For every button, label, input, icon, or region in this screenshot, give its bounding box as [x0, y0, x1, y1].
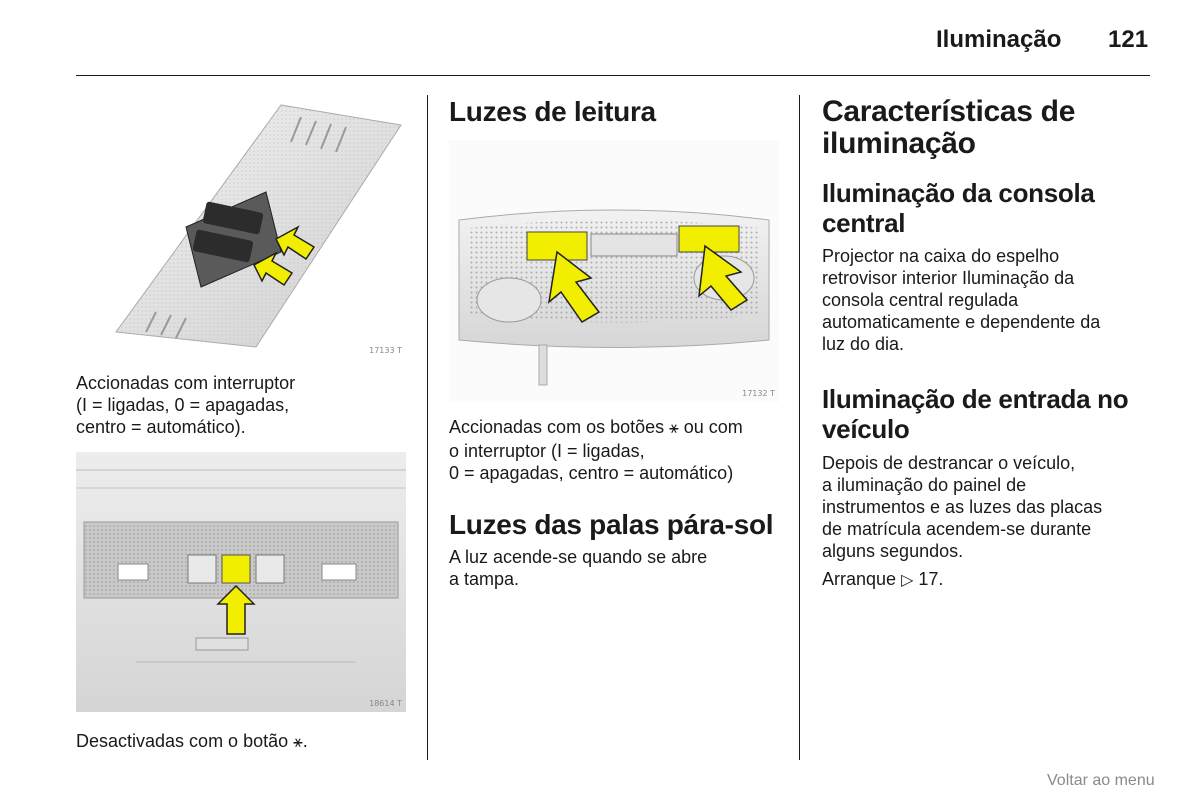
caption-switch — [76, 372, 295, 438]
caption-switch-line-1: Accionadas com interruptor — [76, 373, 296, 393]
light-off-icon: ⚹ — [293, 734, 303, 751]
reading-lights-line-1a: Accionadas com os botões — [449, 417, 670, 437]
heading-console-lighting — [822, 178, 1095, 238]
entry-line-1: Depois de destrancar o veículo, — [822, 453, 1076, 473]
console-line-5: luz do dia. — [822, 334, 905, 354]
caption-switch-line-2: (I = ligadas, 0 = apagadas, — [76, 395, 290, 415]
reading-lights-line-3: 0 = apagadas, centro = automático) — [449, 463, 734, 483]
caption-light-off-text: Desactivadas com o botão — [76, 731, 294, 751]
heading-console-line-2: central — [822, 208, 906, 238]
sun-visor-text — [449, 546, 707, 590]
console-line-3: consola central regulada — [822, 290, 1019, 310]
figure-reading-lights — [449, 140, 779, 402]
console-line-4: automaticamente e dependente da — [822, 312, 1101, 332]
heading-reading-lights: Luzes de leitura — [449, 96, 656, 127]
heading-entry-lighting — [822, 384, 1128, 444]
column-divider-2 — [799, 95, 800, 760]
reading-lights-line-1b: ou com — [678, 417, 743, 437]
console-line-1: Projector na caixa do espelho — [822, 246, 1060, 266]
sun-visor-line-1: A luz acende-se quando se abre — [449, 547, 708, 567]
running-header-title: Iluminação — [936, 26, 1062, 53]
figure-code: 17133 T — [369, 346, 402, 355]
cross-reference-text: Arranque — [822, 569, 902, 589]
sun-visor-line-2: a tampa. — [449, 569, 520, 589]
figure-code: 17132 T — [742, 389, 775, 398]
column-divider-1 — [427, 95, 428, 760]
cross-reference-page: 17. — [913, 569, 944, 589]
console-line-2: retrovisor interior Iluminação da — [822, 268, 1075, 288]
heading-lighting-features — [822, 96, 1075, 160]
caption-light-off-suffix: . — [302, 731, 308, 751]
reading-lights-line-2: o interruptor (I = ligadas, — [449, 441, 645, 461]
entry-line-4: de matrícula acendem-se durante — [822, 519, 1092, 539]
page-number: 121 — [1108, 26, 1149, 53]
figure-console-button — [76, 452, 406, 712]
heading-lighting-features-line-1: Características de — [822, 95, 1076, 128]
heading-entry-line-1: Iluminação de entrada no — [822, 384, 1129, 414]
reading-light-icon: ⚹ — [669, 420, 679, 437]
heading-entry-line-2: veículo — [822, 414, 910, 444]
entry-lighting-text — [822, 452, 1102, 562]
console-lighting-text — [822, 245, 1100, 355]
entry-line-5: alguns segundos. — [822, 541, 964, 561]
entry-line-3: instrumentos e as luzes das placas — [822, 497, 1103, 517]
figure-code: 18614 T — [369, 699, 402, 708]
cross-reference[interactable] — [822, 568, 943, 592]
figure-roof-switch — [76, 97, 406, 359]
heading-lighting-features-line-2: iluminação — [822, 127, 976, 160]
heading-sun-visor-lights: Luzes das palas pára-sol — [449, 509, 774, 540]
page-ref-arrow-icon: ▷ — [901, 572, 914, 589]
caption-switch-line-3: centro = automático). — [76, 417, 246, 437]
back-to-menu-link[interactable]: Voltar ao menu — [1047, 772, 1155, 789]
caption-light-off — [76, 730, 308, 754]
reading-lights-text — [449, 416, 743, 484]
header-rule — [76, 75, 1150, 76]
entry-line-2: a iluminação do painel de — [822, 475, 1027, 495]
heading-console-line-1: Iluminação da consola — [822, 178, 1095, 208]
